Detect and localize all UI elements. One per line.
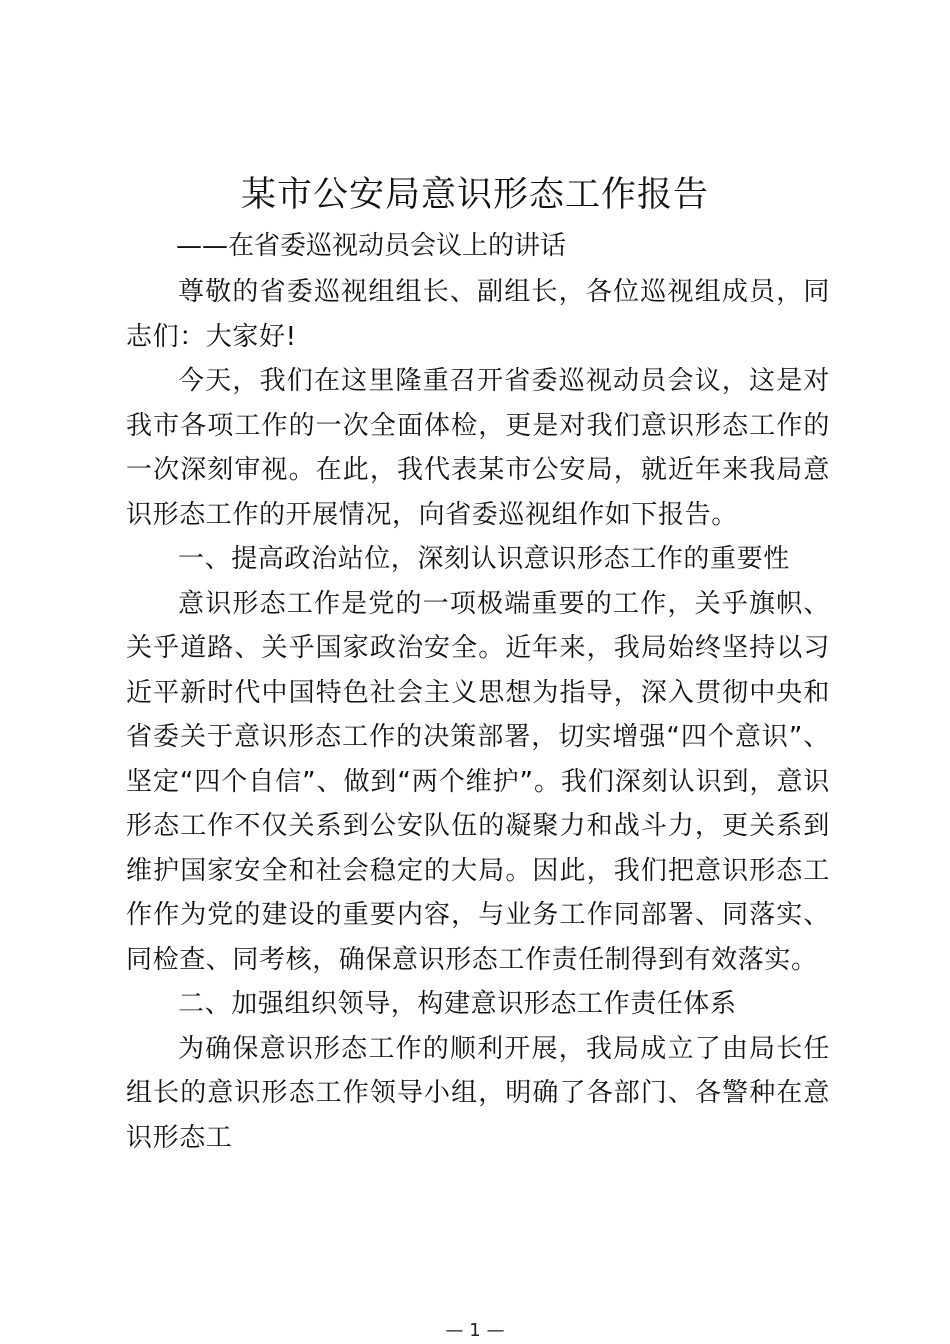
section-2-paragraph: 为确保意识形态工作的顺利开展，我局成立了由局长任组长的意识形态工作领导小组，明确了各部门、各警种在意识形态工 <box>126 1033 830 1153</box>
intro-paragraph: 今天，我们在这里隆重召开省委巡视动员会议，这是对我市各项工作的一次全面体检，更是对我们意识形态工作的一次深刻审视。在此，我代表某市公安局，就近年来我局意识形态工作的开展情况，向省委巡视组作如下报告。 <box>126 366 830 530</box>
document-body <box>126 270 830 1160</box>
document-title: 某市公安局意识形态工作报告 <box>240 175 709 215</box>
section-1-paragraph: 意识形态工作是党的一项极端重要的工作，关乎旗帜、关乎道路、关乎国家政治安全。近年来，我局始终坚持以习近平新时代中国特色社会主义思想为指导，深入贯彻中央和省委关于意识形态工作的决策部署，切实增强“四个意识”、坚定“四个自信”、做到“两个维护”。我们深刻认识到，意识形态工作不仅关系到公安队伍的凝聚力和战斗力，更关系到维护国家安全和社会稳定的大局。因此，我们把意识形态工作作为党的建设的重要内容，与业务工作同部署、同落实、同检查、同考核，确保意识形态工作责任制得到有效落实。 <box>126 588 830 975</box>
page-number: — 1 — <box>445 1320 505 1341</box>
document-subtitle: ——在省委巡视动员会议上的讲话 <box>176 231 567 261</box>
section-heading-1: 一、提高政治站位，深刻认识意识形态工作的重要性 <box>178 544 790 574</box>
greeting-paragraph: 尊敬的省委巡视组组长、副组长，各位巡视组成员，同志们：大家好! <box>126 277 830 352</box>
section-heading-2: 二、加强组织领导，构建意识形态工作责任体系 <box>178 989 737 1019</box>
